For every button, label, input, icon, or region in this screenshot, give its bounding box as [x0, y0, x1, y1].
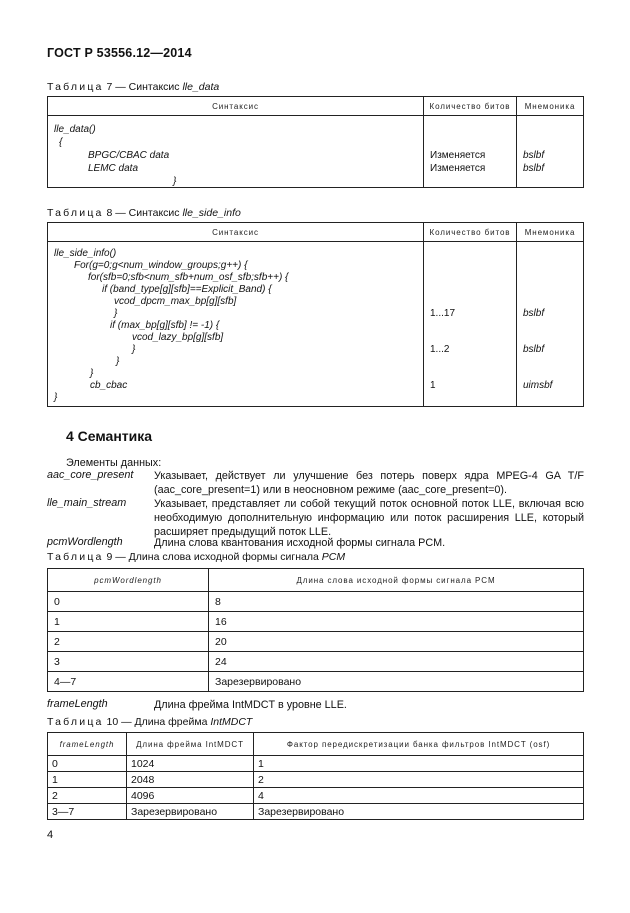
table-row: 4—7 Зарезервировано [48, 672, 584, 692]
table10-header-frame-length: frameLength [48, 733, 127, 756]
table8-header-syntax: Синтаксис [48, 223, 424, 242]
code-line: } [90, 368, 94, 379]
table-row: 2 4096 4 [48, 788, 584, 804]
term-lle-main-stream: lle_main_stream [47, 497, 127, 509]
code-line: } [116, 356, 120, 367]
code-line: lle_side_info() [54, 248, 117, 259]
table-row: 2 20 [48, 632, 584, 652]
definition-aac-core-present: Указывает, действует ли улучшение без потерь поверх ядра MPEG-4 GA T/F (aac_core_present=1) или в неосновном режиме (aac_core_present=0). [154, 470, 584, 496]
table8-mnemonic-cell: bslbf bslbf uimsbf [517, 242, 584, 407]
table8-caption: Таблица 8 — Синтаксис lle_side_info [47, 207, 241, 219]
code-line: } [132, 344, 136, 355]
code-line: if (band_type[g][sfb]==Explicit_Band) { [102, 284, 272, 295]
code-line: for(sfb=0;sfb<num_sfb+num_osf_sfb;sfb++) { [88, 272, 289, 283]
code-line: vcod_lazy_bp[g][sfb] [132, 332, 224, 343]
definition-lle-main-stream: Указывает, представляет ли собой текущий поток основной поток LLE, включая всю необходимую дополнительную информацию или поток расширения LLE, который расширяет предыдущий поток LLE. [154, 498, 584, 538]
table10 [47, 732, 584, 820]
code-line: lle_data() [54, 124, 96, 135]
definition-frame-length: Длина фрейма IntMDCT в уровне LLE. [154, 699, 347, 711]
table-row: 1 16 [48, 612, 584, 632]
code-line: } [54, 392, 58, 403]
code-line: cb_cbac [90, 380, 128, 391]
code-line: For(g=0;g<num_window_groups;g++) { [74, 260, 248, 271]
term-pcm-wordlength: pcmWordlength [47, 536, 123, 548]
table10-header-frame-length-intmdct: Длина фрейма IntMDCT [127, 733, 254, 756]
table7-mnemonic-cell: bslbf bslbf [517, 116, 584, 188]
table7-syntax-cell [48, 116, 424, 188]
code-line: } [173, 176, 177, 187]
table7-header-mnemonic: Мнемоника [517, 97, 584, 116]
table7-bits-cell: Изменяется Изменяется [424, 116, 517, 188]
table10-caption: Таблица 10 — Длина фрейма IntMDCT [47, 716, 253, 728]
table8-header-mnemonic: Мнемоника [517, 223, 584, 242]
term-frame-length: frameLength [47, 698, 108, 710]
table9-header-length: Длина слова исходной формы сигнала PCM [209, 569, 584, 592]
elements-intro: Элементы данных: [66, 457, 162, 469]
table8-syntax-cell [48, 242, 424, 407]
table9-caption: Таблица 9 — Длина слова исходной формы сигнала PCM [47, 551, 346, 563]
code-line: LEMC data [88, 163, 139, 174]
table8-header-bits: Количество битов [424, 223, 517, 242]
table9 [47, 568, 584, 692]
table10-header-osf: Фактор передискретизации банка фильтров IntMDCT (osf) [254, 733, 584, 756]
definition-pcm-wordlength: Длина слова квантования исходной формы сигнала PCM. [154, 537, 446, 549]
code-line: vcod_dpcm_max_bp[g][sfb] [114, 296, 237, 307]
table7-caption: Таблица 7 — Синтаксис lle_data [47, 81, 220, 93]
code-line: { [59, 137, 63, 148]
document-header: ГОСТ Р 53556.12—2014 [47, 46, 192, 60]
section-title: 4 Семантика [66, 428, 153, 444]
code-line: if (max_bp[g][sfb] != -1) { [110, 320, 220, 331]
term-aac-core-present: aac_core_present [47, 469, 134, 481]
table-row: 3—7 Зарезервировано Зарезервировано [48, 804, 584, 820]
table8 [47, 222, 584, 407]
table7 [47, 96, 584, 188]
code-line: } [114, 308, 118, 319]
table7-header-syntax: Синтаксис [48, 97, 424, 116]
table-row: 0 1024 1 [48, 756, 584, 772]
table-row: 1 2048 2 [48, 772, 584, 788]
table7-header-bits: Количество битов [424, 97, 517, 116]
table-row: 3 24 [48, 652, 584, 672]
table8-bits-cell: 1...17 1...2 1 [424, 242, 517, 407]
table9-header-pcm-wordlength: pcmWordlength [48, 569, 209, 592]
code-line: BPGC/CBAC data [88, 150, 170, 161]
table-row: 0 8 [48, 592, 584, 612]
page-number: 4 [47, 829, 54, 841]
